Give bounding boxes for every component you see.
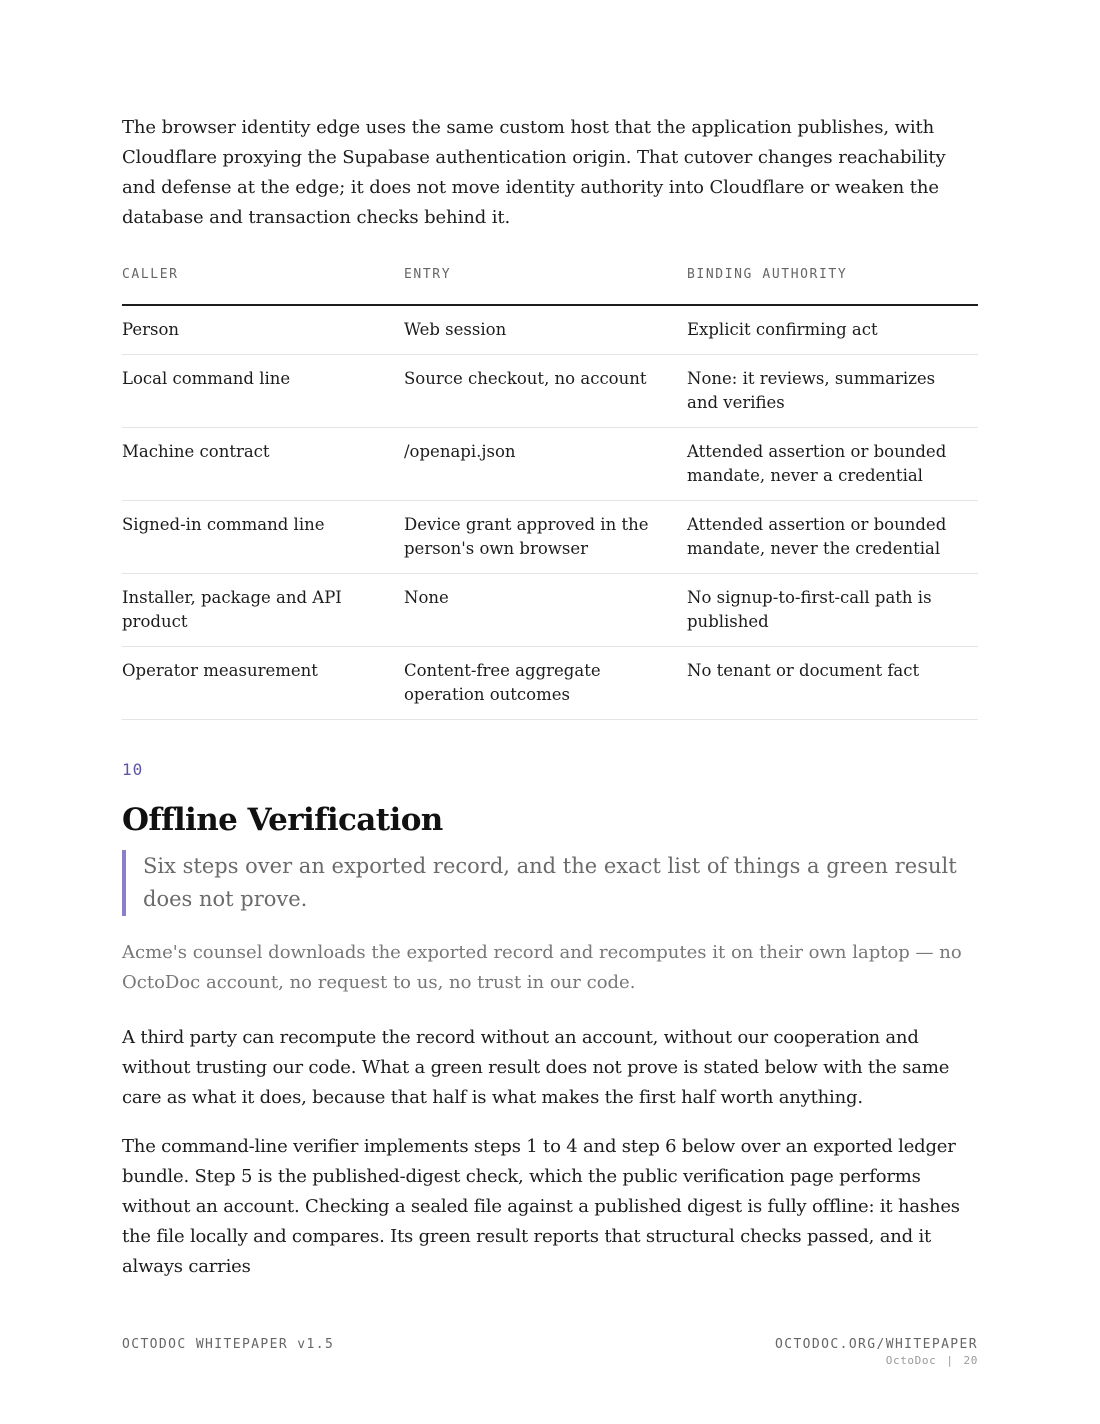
cell-entry: Web session: [404, 320, 507, 339]
section-title: Offline Verification: [122, 802, 443, 838]
footer-page-meta: [775, 1354, 978, 1367]
cell-authority: No signup-to-first-call path is published: [687, 587, 932, 631]
footer-brand: OctoDoc: [885, 1354, 937, 1367]
cell-authority: None: it reviews, summarizes and verifies: [687, 368, 936, 412]
page-number: 20: [963, 1354, 978, 1367]
footer-right: [775, 1337, 978, 1367]
cell-authority: Attended assertion or bounded mandate, never the credential: [687, 514, 947, 558]
section-pull-quote: Six steps over an exported record, and the exact list of things a green result does not prove.: [122, 850, 978, 916]
table-row: [122, 574, 978, 647]
body-paragraph: The command-line verifier implements steps 1 to 4 and step 6 below over an exported ledger bundle. Step 5 is the published-digest check, which the public verification page performs without an account. Checking a sealed file against a published digest is fully offline: it hashes the file locally and compares. Its green result reports that structural checks passed, and it always carries: [122, 1136, 960, 1277]
header-binding-authority: BINDING AUTHORITY: [687, 267, 848, 282]
cell-caller: Signed-in command line: [122, 514, 325, 534]
cell-caller: Machine contract: [122, 441, 270, 461]
intro-paragraph: The browser identity edge uses the same custom host that the application publishes, with Cloudflare proxying the Supabase authentication origin. That cutover changes reachability and defense at the edge; it does not move identity authority into Cloudflare or weaken the database and transaction checks behind it.: [122, 117, 946, 228]
cell-caller: Local command line: [122, 368, 291, 388]
footer-url: OCTODOC.ORG/WHITEPAPER: [775, 1337, 978, 1352]
cell-authority: Attended assertion or bounded mandate, never a credential: [687, 441, 947, 485]
cell-authority: No tenant or document fact: [687, 660, 920, 680]
cell-authority: Explicit confirming act: [687, 320, 878, 339]
caller-authority-table: [122, 262, 978, 720]
cell-caller: Installer, package and API product: [122, 587, 342, 631]
cell-entry: Source checkout, no account: [404, 368, 647, 388]
header-entry: ENTRY: [404, 267, 452, 282]
table-row: [122, 647, 978, 720]
footer-separator: |: [946, 1354, 954, 1367]
header-caller: CALLER: [122, 267, 179, 282]
cell-entry: Content-free aggregate operation outcomes: [404, 660, 601, 704]
table-header: [122, 262, 978, 306]
cell-entry: /openapi.json: [404, 441, 516, 461]
table-row: [122, 428, 978, 501]
body-paragraph: A third party can recompute the record without an account, without our cooperation and without trusting our code. What a green result does not prove is stated below with the same care as what it does, because that half is what makes the first half worth anything.: [122, 1027, 950, 1108]
cell-caller: Operator measurement: [122, 660, 318, 680]
cell-caller: Person: [122, 320, 180, 339]
table-row: [122, 501, 978, 574]
table-row: [122, 355, 978, 428]
table-row: [122, 306, 978, 355]
section-number: 10: [122, 760, 144, 779]
cell-entry: Device grant approved in the person's own browser: [404, 514, 649, 558]
cell-entry: None: [404, 587, 449, 607]
footer-doc-title: OCTODOC WHITEPAPER v1.5: [122, 1337, 335, 1352]
section-lede: Acme's counsel downloads the exported record and recomputes it on their own laptop — no OctoDoc account, no request to us, no trust in our code.: [122, 942, 962, 993]
